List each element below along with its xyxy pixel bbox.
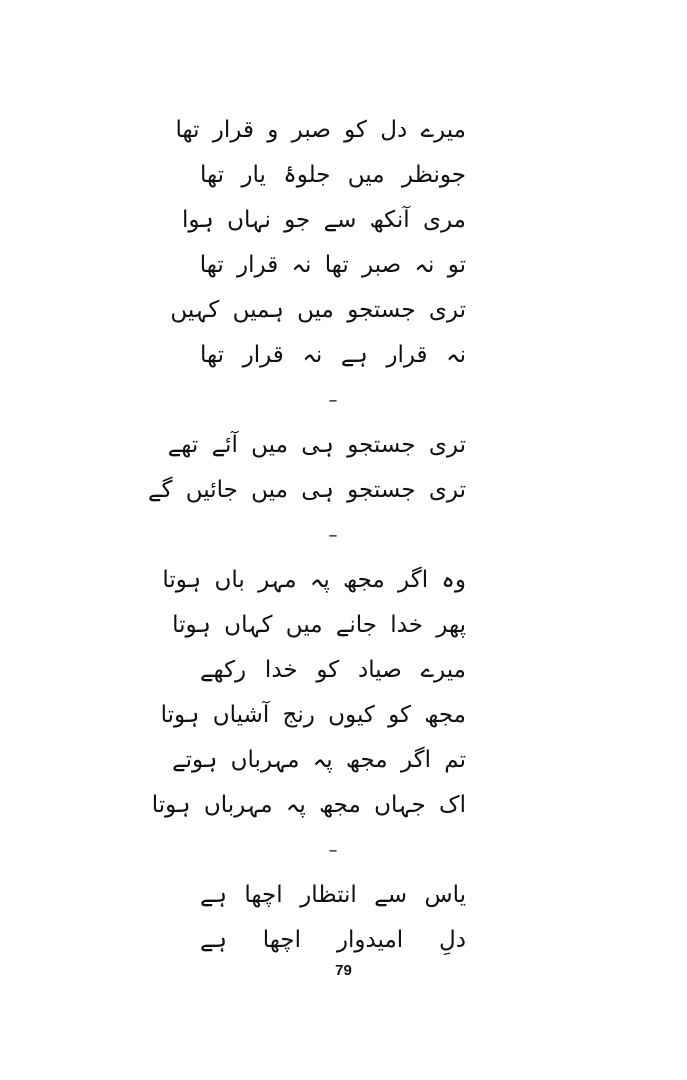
page-number: 79 <box>335 962 352 979</box>
verse-line: یاس سے انتظار اچھا ہے <box>200 882 466 908</box>
verse-line: مجھ کو کیوں رنج آشیاں ہوتا <box>160 702 466 728</box>
stanza-separator: – <box>328 390 338 411</box>
stanza-separator: – <box>328 840 338 861</box>
verse-line: وہ اگر مجھ پہ مہر باں ہوتا <box>162 567 466 593</box>
verse-line: تم اگر مجھ پہ مہرباں ہوتے <box>172 747 466 773</box>
verse-line: اک جہاں مجھ پہ مہرباں ہوتا <box>151 792 466 818</box>
verse-line: تری جستجو ہی میں جائیں گے <box>148 477 466 503</box>
verse-line: تری جستجو ہی میں آئے تھے <box>167 432 466 458</box>
verse-line: میرے دل کو صبر و قرار تھا <box>175 117 466 143</box>
verse-line: جونظر میں جلوۂ یار تھا <box>200 162 466 188</box>
verse-line: نہ قرار ہے نہ قرار تھا <box>200 342 466 368</box>
verse-line: دلِ امیدوار اچھا ہے <box>200 927 466 953</box>
verse-line: پھر خدا جانے میں کہاں ہوتا <box>172 612 466 638</box>
verse-line: میرے صیاد کو خدا رکھے <box>200 657 466 683</box>
poem <box>148 108 466 963</box>
stanza-4 <box>200 873 466 963</box>
verse-line: تری جستجو میں ہمیں کہیں <box>170 297 466 323</box>
verse-line: تو نہ صبر تھا نہ قرار تھا <box>199 252 466 278</box>
stanza-separator: – <box>328 525 338 546</box>
stanza-1 <box>170 108 466 378</box>
verse-line: مری آنکھ سے جو نہاں ہوا <box>182 207 466 233</box>
stanza-2 <box>148 423 466 513</box>
stanza-3 <box>151 558 466 828</box>
